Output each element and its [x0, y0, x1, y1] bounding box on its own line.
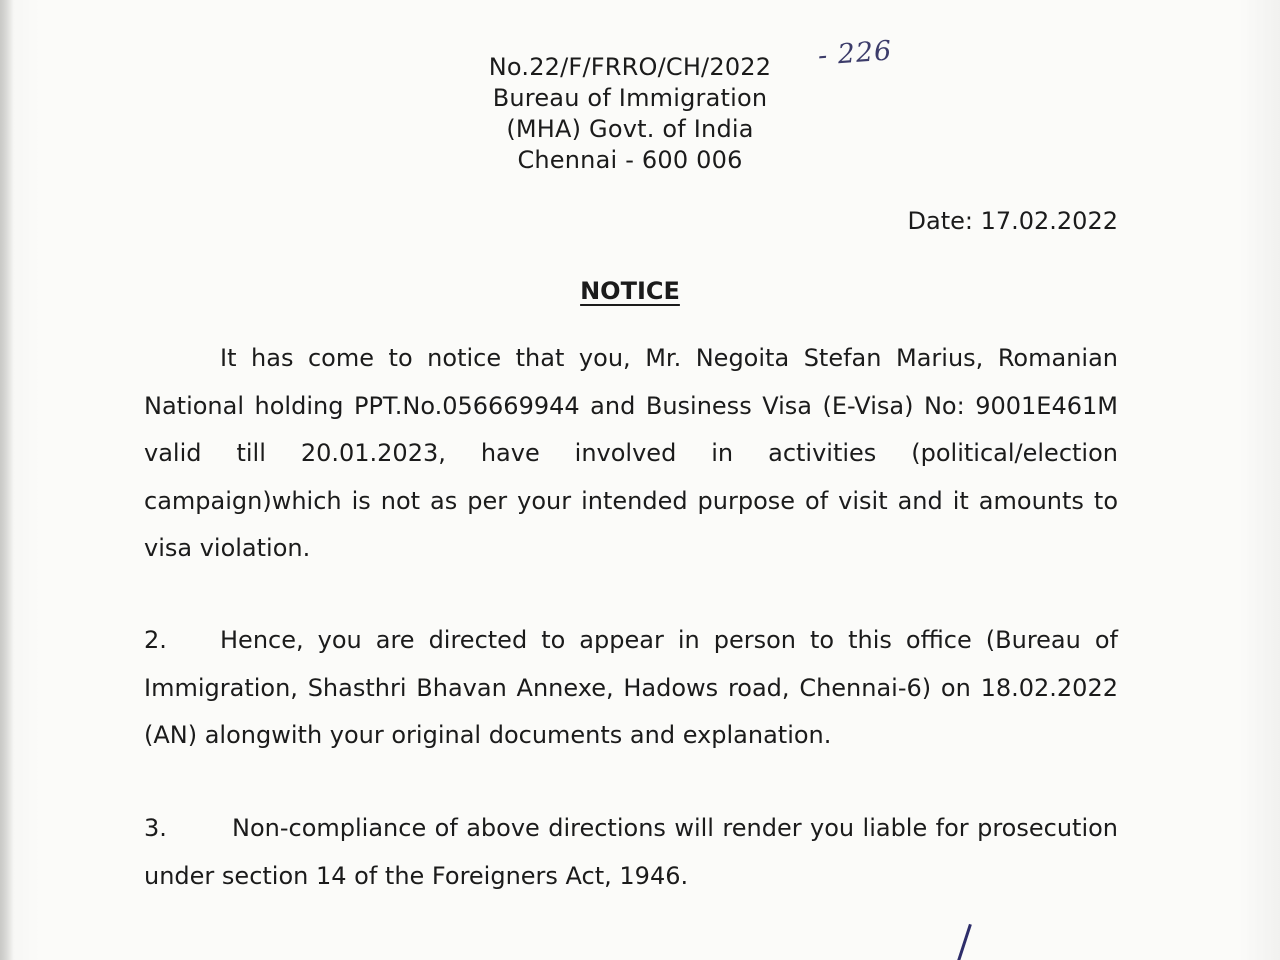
- handwritten-reference-suffix: - 226: [817, 35, 894, 72]
- paragraph-1-text: It has come to notice that you, Mr. Negoita Stefan Marius, Romanian National holding PPT.No.056669944 and Business Visa (E-Visa) No: 9001E461M valid till 20.01.2023, have involved in activities (political/election campaign)which is not as per your intended purpose of visit and it amounts to visa violation.: [144, 344, 1118, 562]
- letterhead: [400, 52, 860, 176]
- scan-edge-shadow: [0, 0, 14, 960]
- paragraph-3: [144, 805, 1118, 900]
- notice-title: NOTICE: [580, 277, 680, 305]
- paragraph-3-text: Non-compliance of above directions will render you liable for prosecution under section 14 of the Foreigners Act, 1946.: [144, 814, 1118, 890]
- signature-stroke: [957, 924, 1001, 960]
- office-name: Bureau of Immigration: [492, 84, 768, 112]
- paragraph-1: [144, 335, 1118, 573]
- office-city: Chennai - 600 006: [517, 146, 743, 174]
- paragraph-2: [144, 617, 1118, 760]
- paragraph-2-number: 2.: [144, 626, 167, 654]
- notice-date: Date: 17.02.2022: [907, 207, 1118, 235]
- paragraph-2-text: Hence, you are directed to appear in person to this office (Bureau of Immigration, Shasthri Bhavan Annexe, Hadows road, Chennai-6) on 18.02.2022 (AN) alongwith your original documents and explanation.: [144, 626, 1118, 749]
- paragraph-3-number: 3.: [144, 814, 167, 842]
- ministry-name: (MHA) Govt. of India: [506, 115, 754, 143]
- reference-number: No.22/F/FRRO/CH/2022: [488, 53, 772, 81]
